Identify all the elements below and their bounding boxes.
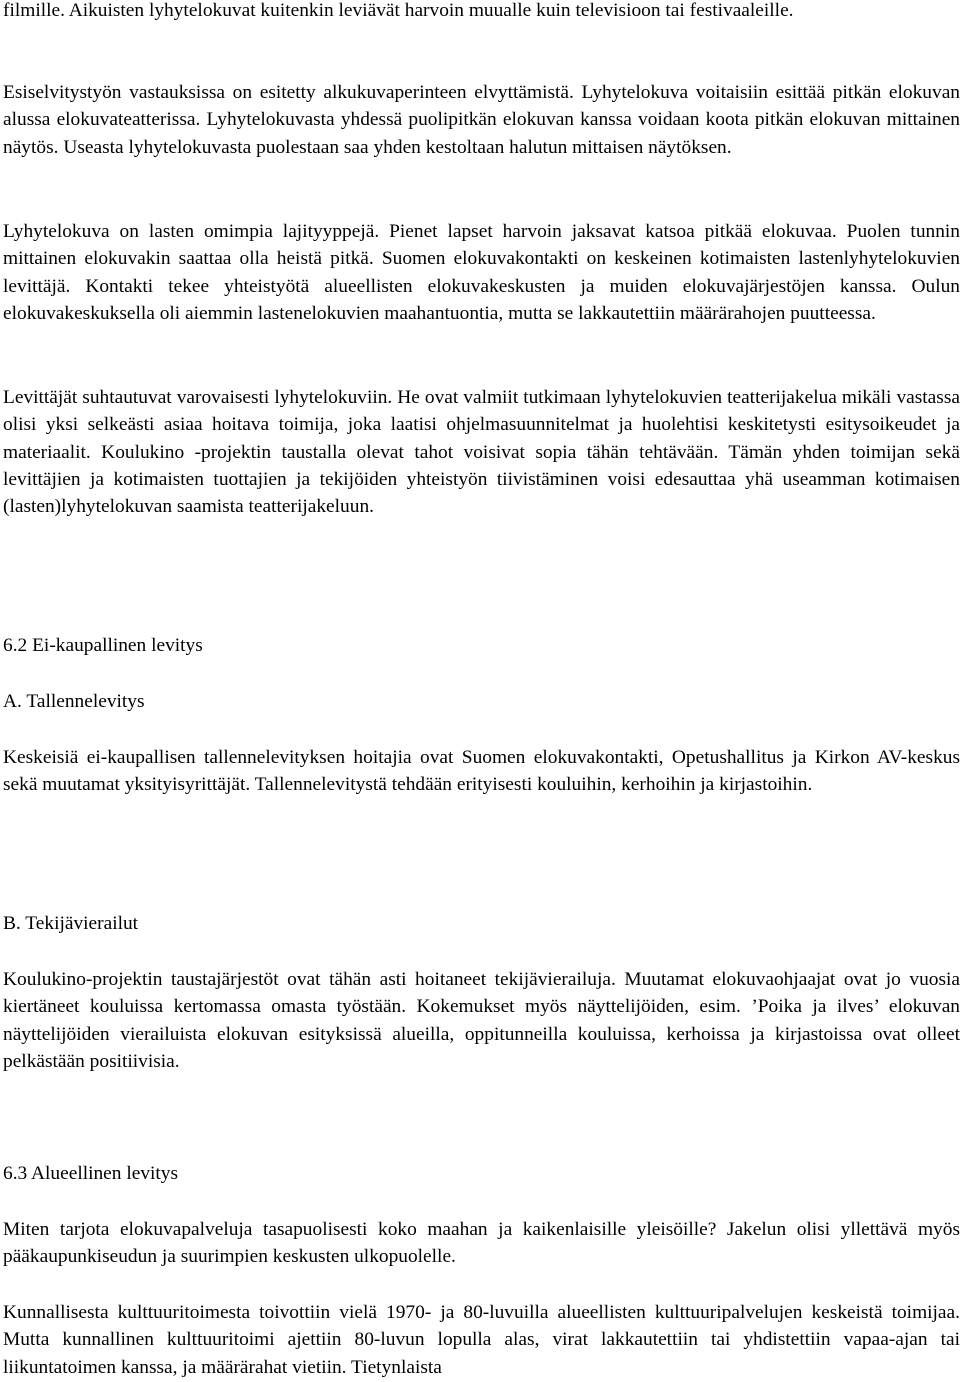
section-heading-6-3: 6.3 Alueellinen levitys <box>3 1163 179 1184</box>
paragraph-levittajat: Levittäjät suhtautuvat varovaisesti lyhytelokuviin. He ovat valmiit tutkimaan lyhytelokuvien teatterijakelua mikäli vastassa olisi yksi selkeästi asiaa hoitava toimija, joka laatisi ohjelmasuunnitelmat ja huolehtisi keskitetysti esitysoikeudet ja materiaalit. Koulukino -projektin taustalla olevat tahot voisivat sopia tähän tehtävään. Tämän yhden toimijan sekä levittäjien ja kotimaisten tuottajien ja tekijöiden yhteistyön tiivistäminen voisi edesauttaa yhä useamman kotimaisen (lasten)lyhytelokuvan saamista teatterijakeluun. <box>3 387 960 518</box>
section-heading-6-2: 6.2 Ei-kaupallinen levitys <box>3 635 203 656</box>
paragraph-tallennelevitys: Keskeisiä ei-kaupallisen tallennelevityksen hoitajia ovat Suomen elokuvakontakti, Opetushallitus ja Kirkon AV-keskus sekä muutamat yksityisyrittäjät. Tallennelevitystä tehdään erityisesti kouluihin, kerhoihin ja kirjastoihin. <box>3 747 960 796</box>
paragraph-lasten-lajityyppi: Lyhytelokuva on lasten omimpia lajityyppejä. Pienet lapset harvoin jaksavat katsoa pitkää elokuvaa. Puolen tunnin mittainen elokuvakin saattaa olla heistä pitkä. Suomen elokuvakontakti on keskeinen kotimaisten lastenlyhytelokuvien levittäjä. Kontakti tekee yhteistyötä alueellisten elokuvakeskusten ja muiden elokuvajärjestöjen kanssa. Oulun elokuvakeskuksella oli aiemmin lastenelokuvien maahantuontia, mutta se lakkautettiin määrärahojen puutteessa. <box>3 221 960 324</box>
subsection-heading-b: B. Tekijävierailut <box>3 913 139 934</box>
subsection-heading-a: A. Tallennelevitys <box>3 691 145 712</box>
paragraph-kunnallinen: Kunnallisesta kulttuuritoimesta toivottiin vielä 1970- ja 80-luvuilla alueellisten kulttuuripalvelujen keskeistä toimijaa. Mutta kunnallinen kulttuuritoimi ajettiin 80-luvun lopulla alas, virat lakkautettiin tai yhdistettiin vapaa-ajan tai liikuntatoimen kanssa, ja määrärahat vietiin. Tietynlaista <box>3 1302 960 1378</box>
paragraph-alkukuva: Esiselvitystyön vastauksissa on esitetty alkukuvaperinteen elvyttämistä. Lyhytelokuva voitaisiin esittää pitkän elokuvan alussa elokuvateatterissa. Lyhytelokuvasta yhdessä puolipitkän elokuvan kanssa voidaan koota pitkän elokuvan mittainen näytös. Useasta lyhytelokuvasta puolestaan saa yhden kestoltaan halutun mittaisen näytöksen. <box>3 82 960 158</box>
paragraph-intro: filmille. Aikuisten lyhytelokuvat kuitenkin leviävät harvoin muualle kuin televisioon tai festivaaleille. <box>3 0 794 21</box>
paragraph-tekijavierailut: Koulukino-projektin taustajärjestöt ovat tähän asti hoitaneet tekijävierailuja. Muutamat elokuvaohjaajat ovat jo vuosia kiertäneet kouluissa kertomassa omasta työstään. Kokemukset myös näyttelijöiden, esim. ’Poika ja ilves’ elokuvan näyttelijöiden vierailuista elokuvan esityksissä alueilla, oppitunneilla kouluissa, kerhoissa ja kirjastoissa ovat olleet pelkästään positiivisia. <box>3 969 960 1072</box>
paragraph-jakelu: Miten tarjota elokuvapalveluja tasapuolisesti koko maahan ja kaikenlaisille yleisöille? Jakelun olisi yllettävä myös pääkaupunkiseudun ja suurimpien keskusten ulkopuolelle. <box>3 1219 960 1268</box>
